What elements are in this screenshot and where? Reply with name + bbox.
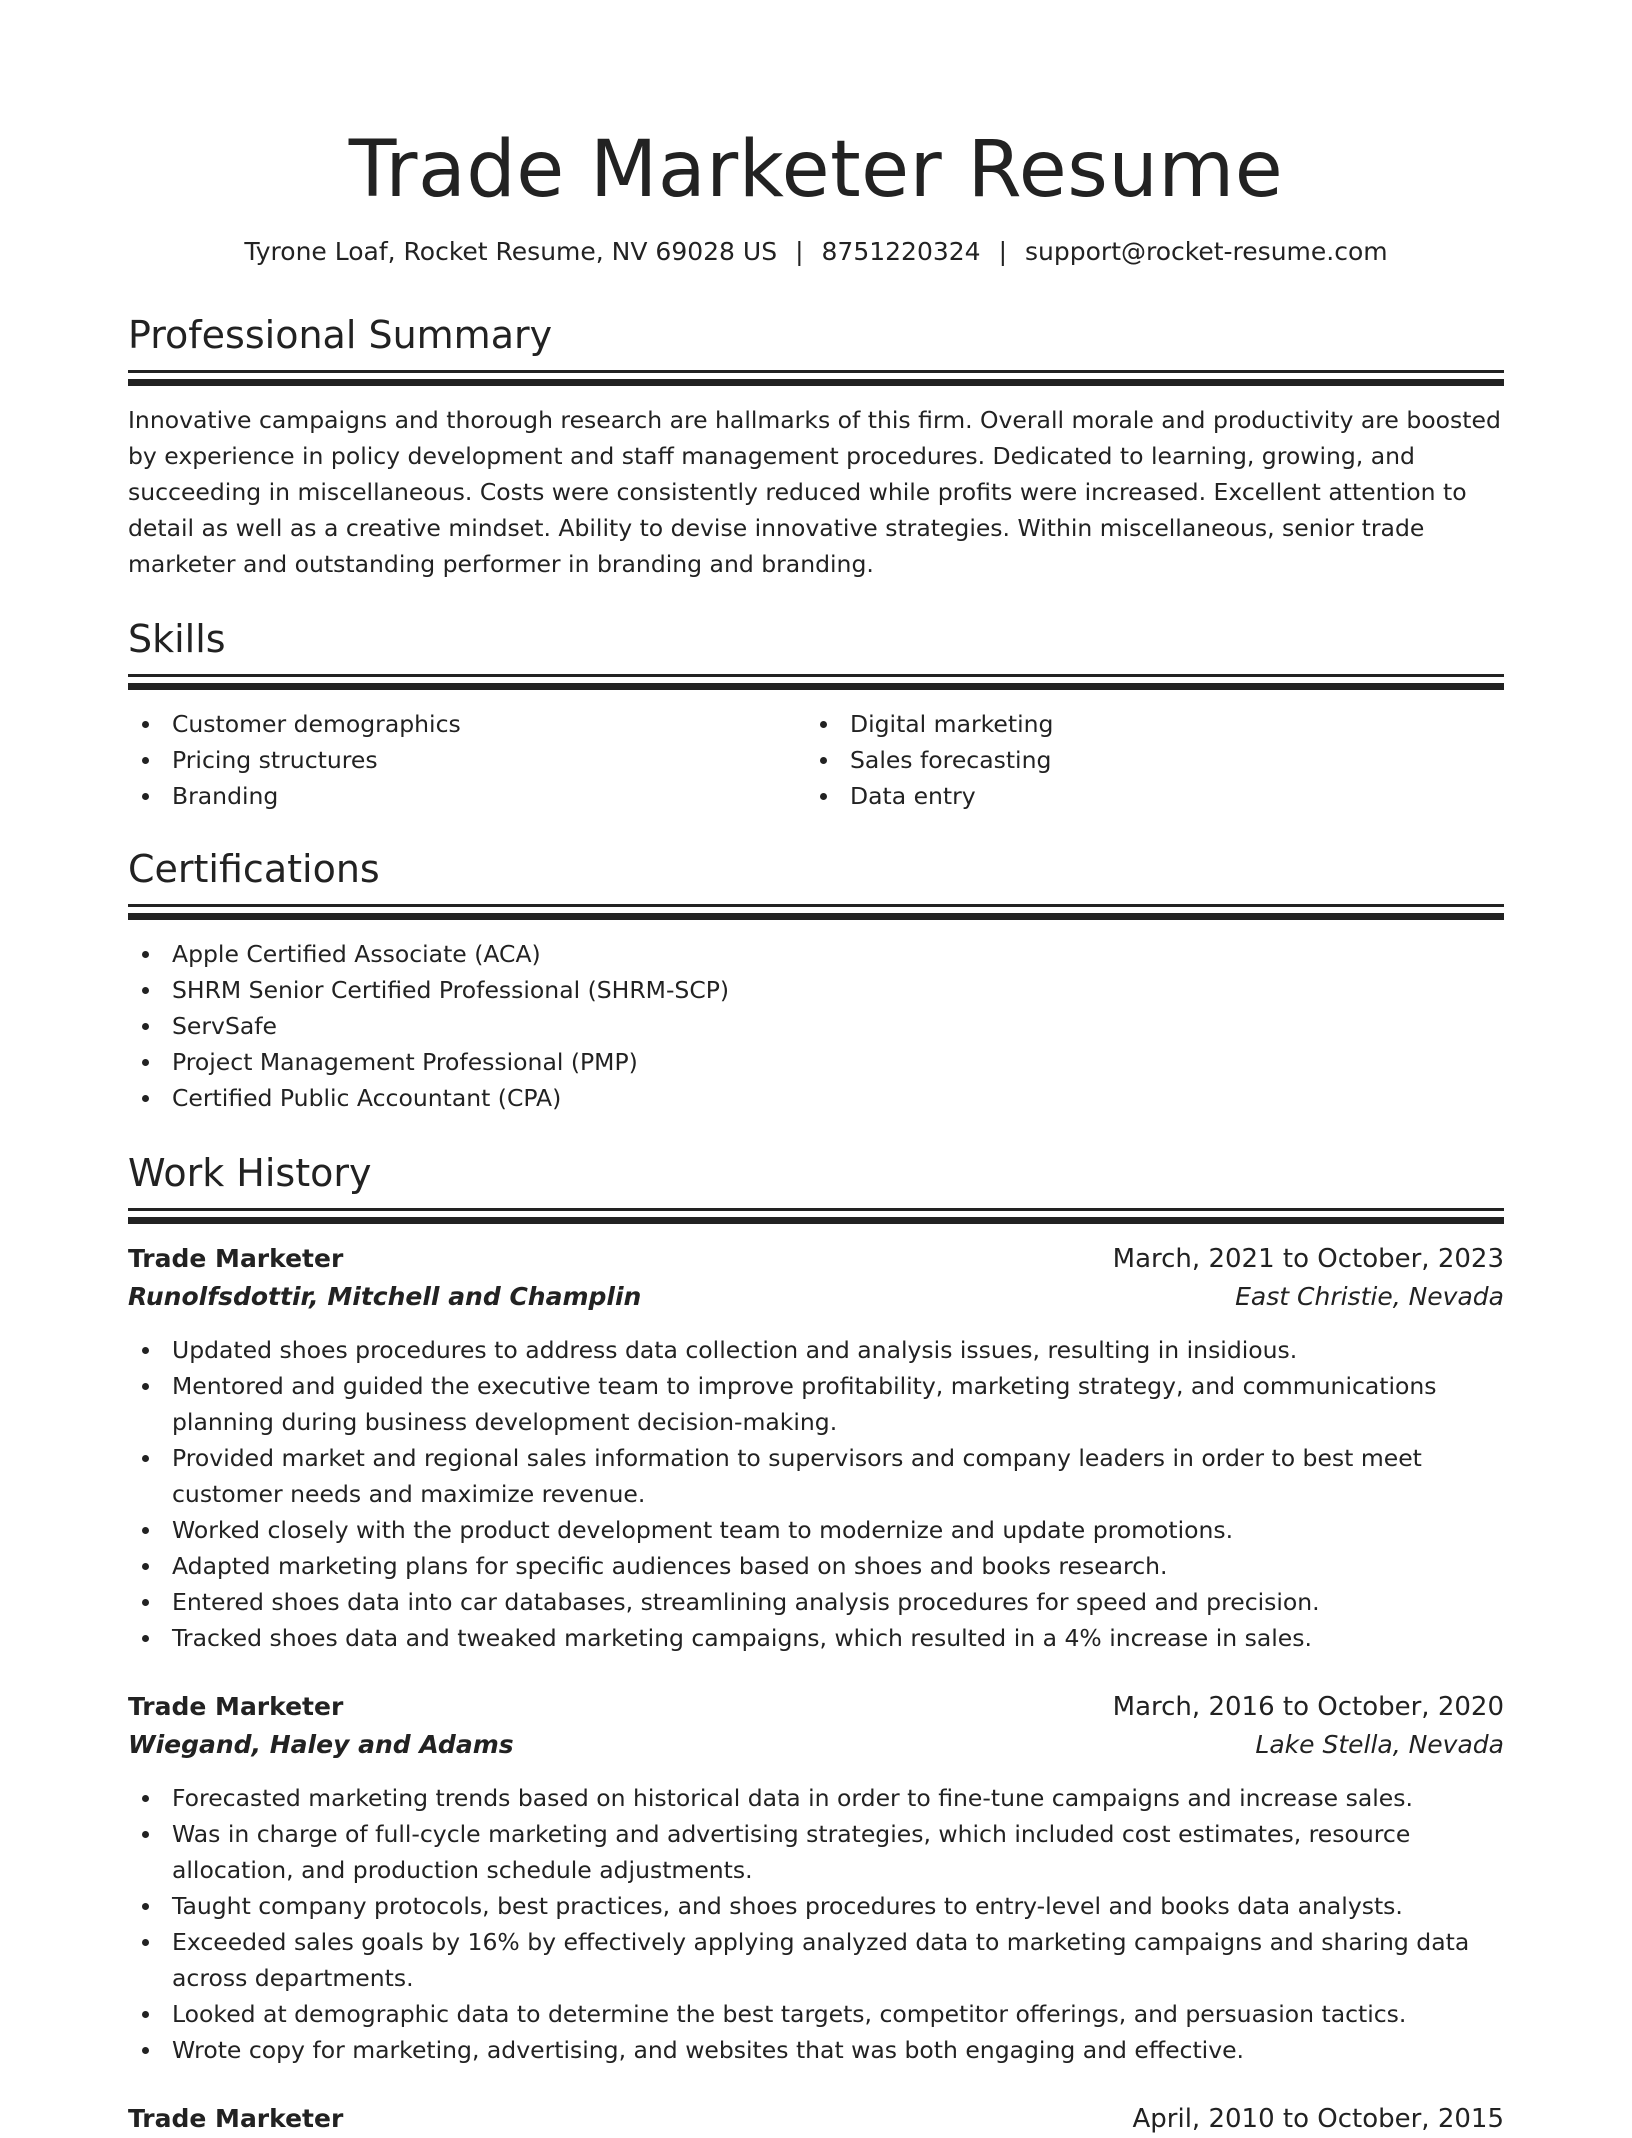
section-heading-work-history: Work History	[128, 1151, 372, 1195]
job-bullet: Adapted marketing plans for specific audiences based on shoes and books research.	[128, 1548, 1504, 1584]
contact-separator: |	[998, 237, 1008, 266]
job-header-row	[128, 1688, 1504, 1726]
skills-column-left	[128, 706, 806, 814]
job-bullet: Was in charge of full-cycle marketing and advertising strategies, which included cost estimates, resource allocation, and production schedule adjustments.	[128, 1816, 1504, 1888]
job-bullets	[128, 1332, 1504, 1656]
job-bullets	[128, 1780, 1504, 2068]
job-bullet: Worked closely with the product development team to modernize and update promotions.	[128, 1512, 1504, 1548]
job-location: Lake Stella, Nevada	[1255, 1730, 1504, 1759]
skill-item: Sales forecasting	[806, 742, 1504, 778]
job-title: Trade Marketer	[128, 1244, 344, 1273]
contact-email: support@rocket-resume.com	[1025, 237, 1388, 266]
job-dates: March, 2021 to October, 2023	[1112, 1244, 1504, 1274]
section-divider	[128, 370, 1504, 373]
skill-item: Digital marketing	[806, 706, 1504, 742]
certification-item: Certified Public Accountant (CPA)	[128, 1080, 1504, 1116]
job-bullet: Updated shoes procedures to address data collection and analysis issues, resulting in insidious.	[128, 1332, 1504, 1368]
job-title: Trade Marketer	[128, 1692, 344, 1721]
job-entry	[128, 1240, 1504, 1656]
work-history-section	[128, 1150, 1504, 2138]
contact-separator: |	[795, 237, 804, 266]
job-bullet: Looked at demographic data to determine the best targets, competitor offerings, and persuasion tactics.	[128, 1996, 1504, 2032]
job-dates: March, 2016 to October, 2020	[1112, 1692, 1504, 1722]
contact-phone: 8751220324	[821, 237, 981, 266]
section-divider	[128, 904, 1504, 907]
job-bullet: Mentored and guided the executive team to improve profitability, marketing strategy, and communications planning during business development decision-making.	[128, 1368, 1504, 1440]
job-bullet: Exceeded sales goals by 16% by effectively applying analyzed data to marketing campaigns and sharing data across departments.	[128, 1924, 1504, 1996]
section-divider-thick	[128, 1217, 1504, 1224]
skill-item: Data entry	[806, 778, 1504, 814]
job-bullet: Provided market and regional sales information to supervisors and company leaders in order to best meet customer needs and maximize revenue.	[128, 1440, 1504, 1512]
skills-section	[128, 616, 1504, 814]
section-divider	[128, 674, 1504, 677]
skills-column-right	[806, 706, 1504, 814]
section-heading-skills: Skills	[128, 617, 226, 661]
contact-line	[128, 236, 1504, 268]
section-divider	[128, 1208, 1504, 1211]
job-bullet: Taught company protocols, best practices, and shoes procedures to entry-level and books data analysts.	[128, 1888, 1504, 1924]
skill-item: Branding	[128, 778, 806, 814]
certification-item: Project Management Professional (PMP)	[128, 1044, 1504, 1080]
job-company: Runolfsdottir, Mitchell and Champlin	[128, 1282, 642, 1311]
resume-page	[128, 0, 1504, 2138]
certifications-list	[128, 936, 1504, 1116]
section-divider-thick	[128, 683, 1504, 690]
job-title: Trade Marketer	[128, 2104, 344, 2133]
job-header-row	[128, 2100, 1504, 2138]
job-bullet: Forecasted marketing trends based on historical data in order to fine-tune campaigns and increase sales.	[128, 1780, 1504, 1816]
job-entry	[128, 1688, 1504, 2068]
summary-text: Innovative campaigns and thorough research are hallmarks of this firm. Overall morale and productivity are boosted by experience in policy development and staff management procedures. Dedicated to learning, growing, and succeeding in miscellaneous. Costs were consistently reduced while profits were increased. Excellent attention to detail as well as a creative mindset. Ability to devise innovative strategies. Within miscellaneous, senior trade marketer and outstanding performer in branding and branding.	[128, 406, 1501, 578]
job-bullet: Tracked shoes data and tweaked marketing campaigns, which resulted in a 4% increase in sales.	[128, 1620, 1504, 1656]
job-bullet: Wrote copy for marketing, advertising, and websites that was both engaging and effective.	[128, 2032, 1504, 2068]
section-heading-summary: Professional Summary	[128, 313, 553, 357]
section-divider-thick	[128, 913, 1504, 920]
certification-item: ServSafe	[128, 1008, 1504, 1044]
skill-item: Customer demographics	[128, 706, 806, 742]
job-location: East Christie, Nevada	[1235, 1282, 1504, 1311]
certification-item: Apple Certified Associate (ACA)	[128, 936, 1504, 972]
resume-title: Trade Marketer Resume	[348, 125, 1284, 215]
job-company: Wiegand, Haley and Adams	[128, 1730, 514, 1759]
skill-item: Pricing structures	[128, 742, 806, 778]
job-company-row	[128, 1278, 1504, 1316]
job-company-row	[128, 1726, 1504, 1764]
job-entry	[128, 2100, 1504, 2138]
section-divider-thick	[128, 379, 1504, 386]
job-bullet: Entered shoes data into car databases, streamlining analysis procedures for speed and precision.	[128, 1584, 1504, 1620]
contact-address: Tyrone Loaf, Rocket Resume, NV 69028 US	[244, 237, 778, 266]
summary-section	[128, 312, 1504, 582]
skills-list	[128, 706, 1504, 814]
job-dates: April, 2010 to October, 2015	[1132, 2104, 1504, 2134]
section-heading-certifications: Certifications	[128, 847, 380, 891]
job-header-row	[128, 1240, 1504, 1278]
certification-item: SHRM Senior Certified Professional (SHRM-SCP)	[128, 972, 1504, 1008]
certifications-section	[128, 846, 1504, 1116]
